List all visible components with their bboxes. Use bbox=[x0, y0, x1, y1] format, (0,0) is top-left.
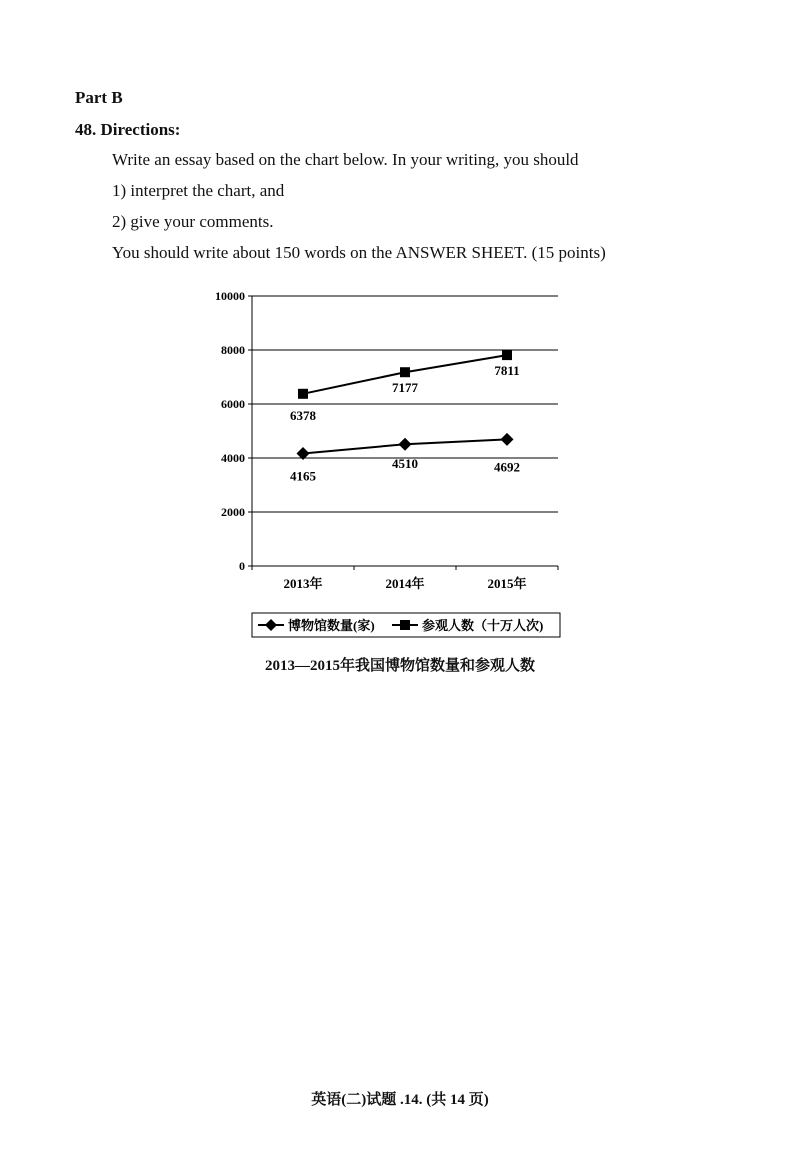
direction-line-2: 1) interpret the chart, and bbox=[112, 181, 285, 200]
x-tick-label: 2013年 bbox=[283, 576, 323, 591]
y-tick-label: 10000 bbox=[215, 289, 245, 303]
legend-square-marker bbox=[400, 620, 410, 630]
page-footer: 英语(二)试题 .14. (共 14 页) bbox=[311, 1092, 489, 1108]
y-tick-label: 6000 bbox=[221, 397, 245, 411]
x-tick-label: 2014年 bbox=[385, 576, 425, 591]
direction-line-3: 2) give your comments. bbox=[112, 212, 274, 231]
direction-line-1: Write an essay based on the chart below. In your writing, you should bbox=[112, 150, 579, 169]
y-tick-label: 0 bbox=[239, 559, 245, 573]
y-tick-label: 8000 bbox=[221, 343, 245, 357]
data-label: 4692 bbox=[494, 459, 520, 475]
data-label: 7811 bbox=[494, 363, 520, 379]
diamond-marker bbox=[399, 438, 412, 451]
square-marker bbox=[502, 350, 512, 360]
question-title: 48. Directions: bbox=[75, 120, 181, 139]
data-label: 6378 bbox=[290, 407, 316, 423]
chart-title: 2013—2015年我国博物馆数量和参观人数 bbox=[264, 658, 535, 674]
square-marker bbox=[400, 367, 410, 377]
y-tick-label: 2000 bbox=[221, 505, 245, 519]
data-label: 7177 bbox=[392, 380, 418, 396]
part-title: Part B bbox=[75, 88, 123, 107]
legend-label: 博物馆数量(家) bbox=[288, 618, 375, 633]
line-chart bbox=[200, 280, 580, 650]
data-label: 4165 bbox=[290, 468, 316, 484]
data-label: 4510 bbox=[392, 456, 418, 472]
y-tick-label: 4000 bbox=[221, 451, 245, 465]
direction-line-4: You should write about 150 words on the ANSWER SHEET. (15 points) bbox=[112, 243, 606, 262]
x-tick-label: 2015年 bbox=[487, 576, 527, 591]
legend-label: 参观人数（十万人次) bbox=[422, 618, 544, 633]
diamond-marker bbox=[501, 433, 514, 446]
square-marker bbox=[298, 389, 308, 399]
